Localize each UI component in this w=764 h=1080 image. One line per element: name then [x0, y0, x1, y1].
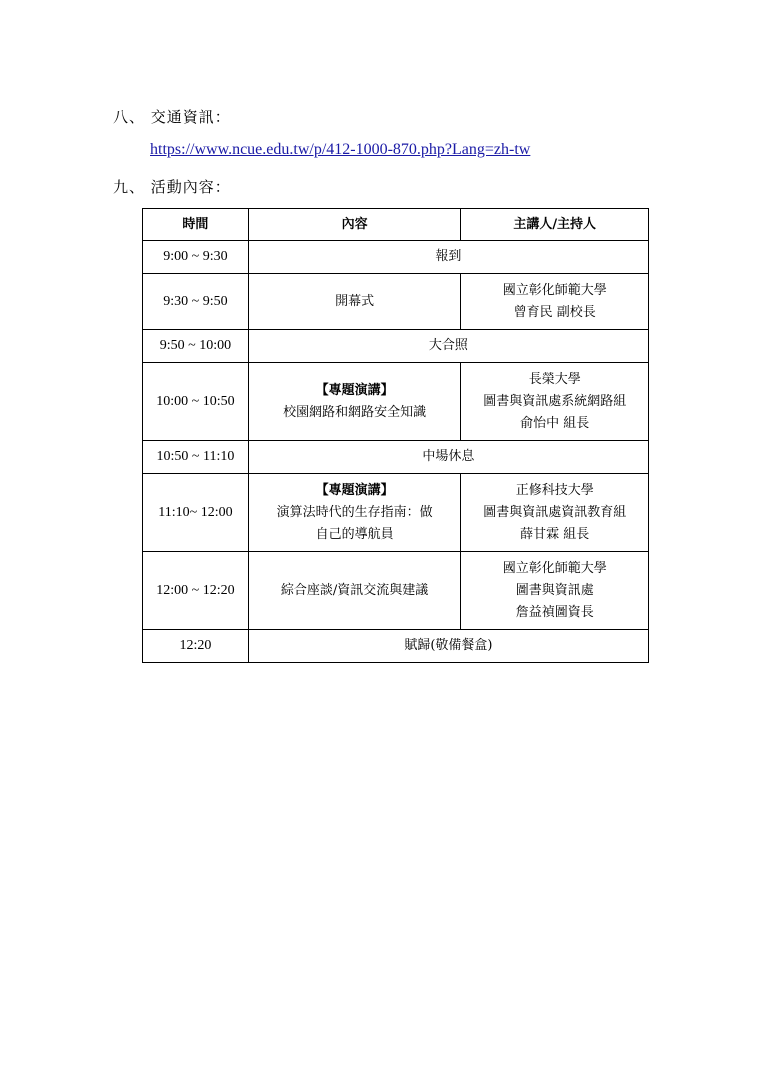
cell-time: 9:30 ~ 9:50 [143, 274, 249, 330]
content-line: 【專題演講】 [315, 382, 394, 398]
traffic-info-link[interactable]: https://www.ncue.edu.tw/p/412-1000-870.php?Lang=zh-tw [150, 141, 531, 158]
speaker-line: 長榮大學 [528, 371, 581, 387]
content-line: 報到 [435, 249, 462, 264]
header-time: 時間 [143, 209, 249, 241]
speaker-line: 圖書與資訊處資訊教育組 [483, 504, 627, 520]
cell-time: 12:00 ~ 12:20 [143, 552, 249, 630]
cell-content [248, 274, 461, 330]
cell-time: 10:00 ~ 10:50 [143, 363, 249, 441]
speaker-line: 國立彰化師範大學 [502, 560, 607, 576]
content-line: 自己的導航員 [315, 526, 394, 542]
cell-speaker [461, 474, 649, 552]
table-row [143, 630, 649, 663]
content-line: 【專題演講】 [315, 482, 394, 498]
header-speaker: 主講人/主持人 [461, 209, 649, 241]
table-row [143, 441, 649, 474]
cell-content [248, 474, 461, 552]
cell-time: 12:20 [143, 630, 249, 663]
content-line: 大合照 [428, 338, 468, 353]
cell-time: 11:10~ 12:00 [143, 474, 249, 552]
table-row [143, 274, 649, 330]
schedule-table [142, 208, 649, 663]
cell-content [248, 552, 461, 630]
cell-content [248, 241, 648, 274]
cell-content [248, 441, 648, 474]
speaker-line: 薛甘霖 組長 [520, 526, 590, 542]
content-line: 校園網路和網路安全知識 [283, 404, 427, 420]
cell-speaker [461, 274, 649, 330]
speaker-line: 圖書與資訊處系統網路組 [483, 393, 627, 409]
speaker-line: 俞怡中 組長 [520, 415, 590, 431]
speaker-line: 圖書與資訊處 [515, 582, 594, 598]
cell-speaker [461, 363, 649, 441]
content-line: 中場休息 [422, 449, 475, 464]
table-row [143, 241, 649, 274]
section-9-heading: 九、 活動內容： [113, 178, 231, 196]
header-content: 內容 [248, 209, 461, 241]
cell-time: 10:50 ~ 11:10 [143, 441, 249, 474]
speaker-line: 正修科技大學 [515, 482, 594, 498]
cell-time: 9:50 ~ 10:00 [143, 330, 249, 363]
speaker-line: 曾育民 副校長 [513, 304, 596, 320]
table-row [143, 474, 649, 552]
table-row [143, 363, 649, 441]
cell-content [248, 630, 648, 663]
content-line: 賦歸(敬備餐盒) [404, 638, 493, 653]
cell-speaker [461, 552, 649, 630]
speaker-line: 詹益禎圖資長 [515, 604, 594, 620]
cell-content [248, 363, 461, 441]
cell-content [248, 330, 648, 363]
section-8-heading: 八、 交通資訊： [113, 108, 231, 126]
content-line: 綜合座談/資訊交流與建議 [280, 582, 429, 598]
content-line: 開幕式 [335, 293, 375, 309]
content-line: 演算法時代的生存指南：做 [276, 504, 433, 520]
cell-time: 9:00 ~ 9:30 [143, 241, 249, 274]
speaker-line: 國立彰化師範大學 [502, 282, 607, 298]
table-header-row [143, 209, 649, 241]
table-row [143, 552, 649, 630]
table-row [143, 330, 649, 363]
